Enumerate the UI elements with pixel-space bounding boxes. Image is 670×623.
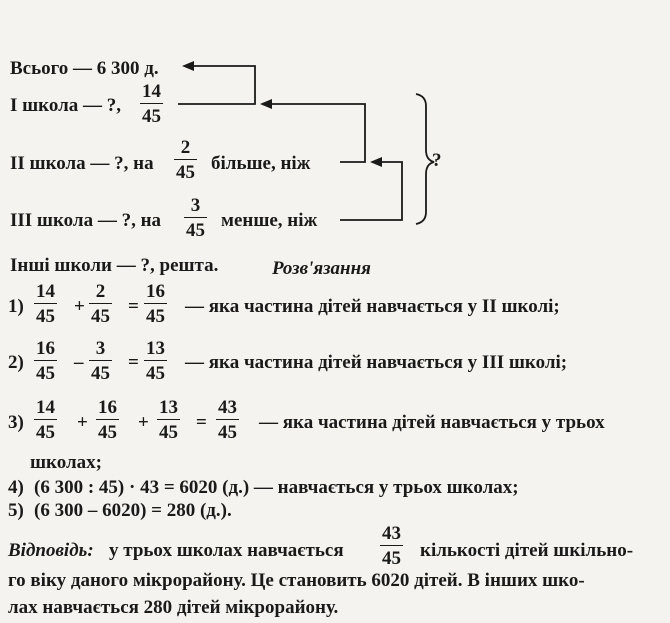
fraction-denominator: 45: [34, 419, 57, 442]
answer-fraction: [380, 524, 403, 568]
condition-school1-label: I школа — ?,: [10, 95, 122, 116]
fraction-numerator: 16: [36, 338, 55, 359]
fraction-denominator: 45: [380, 545, 403, 568]
step-5-number: 5): [8, 500, 24, 521]
step-1-op-2: =: [128, 296, 139, 317]
arrow-school2-to-school1: [268, 104, 365, 162]
step-4-text: (6 300 : 45) · 43 = 6020 (д.) — навчається у трьох школах;: [34, 477, 519, 498]
step-3-fraction-b: [96, 398, 119, 442]
arrowhead-icon: [260, 99, 272, 109]
fraction-numerator: 16: [98, 397, 117, 418]
step-3-number: 3): [8, 412, 24, 433]
step-5-text: (6 300 – 6020) = 280 (д.).: [34, 500, 232, 521]
answer-line3: лах навчається 280 дітей мікрорайону.: [8, 597, 339, 618]
arrow-school1-to-total: [178, 66, 255, 104]
condition-others: Інші школи — ?, решта.: [10, 255, 219, 276]
arrowhead-icon: [182, 61, 194, 71]
step-3-text-continued: школах;: [30, 452, 102, 473]
fraction-denominator: 45: [34, 360, 57, 383]
fraction-denominator: 45: [174, 159, 197, 182]
fraction-numerator: 2: [180, 137, 191, 158]
step-3-fraction-d: [216, 398, 239, 442]
step-3-fraction-a: [34, 398, 57, 442]
step-1-text: — яка частина дітей навчається у II школі;: [185, 296, 560, 317]
answer-line2: го віку даного мікрорайону. Це становить 6020 дітей. В інших шко-: [8, 570, 585, 591]
step-3-text: — яка частина дітей навчається у трьох: [259, 412, 605, 433]
fraction-denominator: 45: [157, 419, 180, 442]
fraction-denominator: 45: [144, 360, 167, 383]
fraction-numerator: 43: [218, 397, 237, 418]
fraction-numerator: 13: [159, 397, 178, 418]
step-2-number: 2): [8, 352, 24, 373]
fraction-numerator: 43: [382, 523, 401, 544]
step-3-op-3: =: [196, 412, 207, 433]
step-3-op-1: +: [77, 412, 88, 433]
arrow-school3-to-school2: [340, 162, 402, 220]
fraction-numerator: 16: [146, 281, 165, 302]
fraction-denominator: 45: [89, 303, 112, 326]
fraction-denominator: 45: [34, 303, 57, 326]
fraction-numerator: 14: [142, 81, 161, 102]
step-2-fraction-b: [89, 339, 112, 383]
fraction-numerator: 14: [36, 397, 55, 418]
condition-school2-prefix: II школа — ?, на: [10, 153, 154, 174]
arrowhead-icon: [370, 157, 382, 167]
condition-school3-prefix: III школа — ?, на: [10, 210, 162, 231]
step-3-op-2: +: [138, 412, 149, 433]
fraction-denominator: 45: [144, 303, 167, 326]
answer-line1-end: кількості дітей шкільно-: [420, 540, 634, 561]
answer-line1-start: у трьох школах навчається: [109, 540, 344, 561]
step-2-text: — яка частина дітей навчається у III школі;: [185, 352, 568, 373]
step-2-fraction-a: [34, 339, 57, 383]
fraction-numerator: 3: [190, 195, 201, 216]
condition-school3-suffix: менше, ніж: [221, 210, 318, 231]
step-1-fraction-b: [89, 282, 112, 326]
right-brace: [416, 94, 434, 224]
step-2-fraction-c: [144, 339, 167, 383]
fraction-numerator: 13: [146, 338, 165, 359]
step-1-op-1: +: [74, 296, 85, 317]
brace-question-mark: ?: [432, 150, 442, 171]
fraction-numerator: 2: [95, 281, 106, 302]
step-1-number: 1): [8, 296, 24, 317]
fraction-denominator: 45: [96, 419, 119, 442]
step-1-fraction-a: [34, 282, 57, 326]
fraction-denominator: 45: [216, 419, 239, 442]
fraction-denominator: 45: [140, 103, 163, 126]
fraction-denominator: 45: [184, 217, 207, 240]
step-4-number: 4): [8, 477, 24, 498]
step-2-op-1: –: [74, 352, 84, 373]
step-1-fraction-c: [144, 282, 167, 326]
fraction-numerator: 3: [95, 338, 106, 359]
step-3-fraction-c: [157, 398, 180, 442]
solution-heading: Розв'язання: [272, 258, 371, 279]
condition-total: Всього — 6 300 д.: [10, 58, 159, 79]
fraction-numerator: 14: [36, 281, 55, 302]
step-2-op-2: =: [128, 352, 139, 373]
answer-label: Відповідь:: [8, 540, 94, 561]
fraction-denominator: 45: [89, 360, 112, 383]
condition-school2-suffix: більше, ніж: [211, 153, 311, 174]
